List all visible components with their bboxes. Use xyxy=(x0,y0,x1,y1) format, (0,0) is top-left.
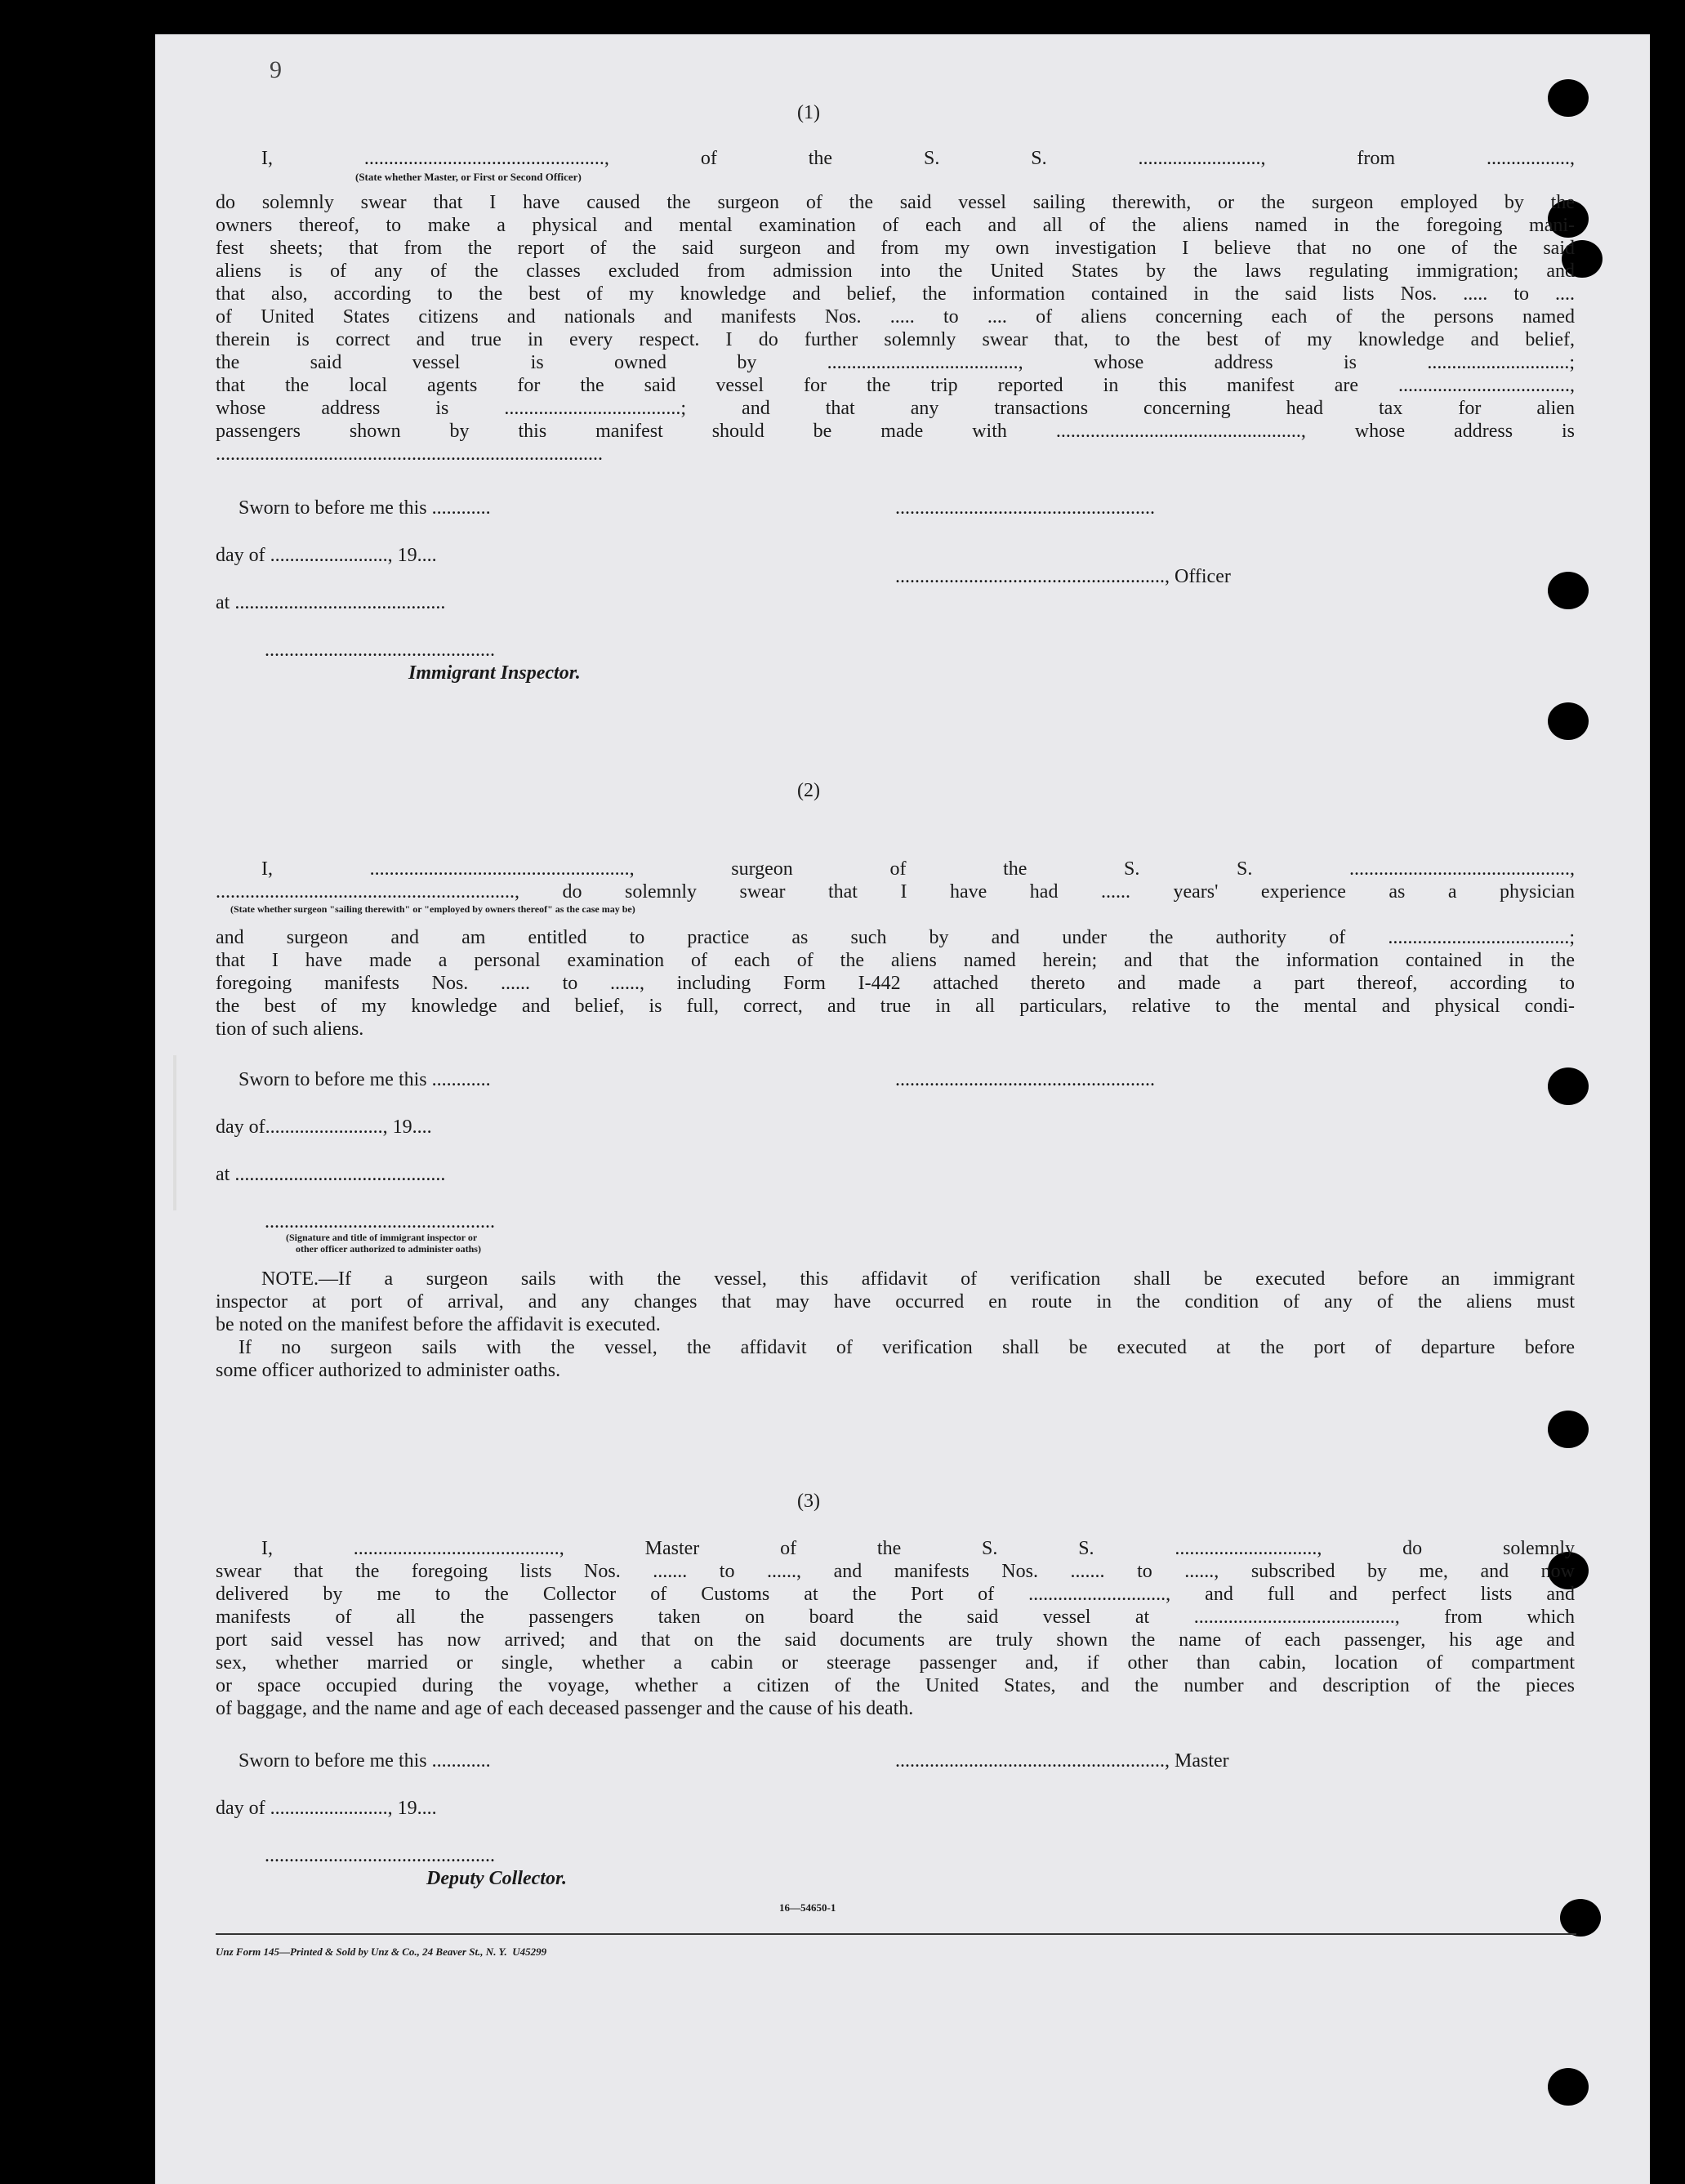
body-line: tion of such aliens. xyxy=(216,1018,364,1040)
body-line: whose address is ....................................; and that any transactions concerning head tax for alien xyxy=(216,398,1575,419)
section-1-inspector-line: ............................................... xyxy=(265,640,495,661)
punch-hole xyxy=(1548,572,1589,609)
body-line: sex, whether married or single, whether a cabin or steerage passenger and, if other than cabin, location of compartment xyxy=(216,1652,1575,1674)
body-line: do solemnly swear that I have caused the surgeon of the said vessel sailing therewith, or the surgeon employed by the xyxy=(216,192,1575,213)
section-3-body xyxy=(216,1537,1575,1720)
body-line: therein is correct and true in every respect. I do further solemnly swear that, to the best of my knowledge and belief, xyxy=(216,329,1575,350)
section-1-signature-line: ..................................................... xyxy=(895,497,1155,519)
body-line: owners thereof, to make a physical and mental examination of each and all of the aliens named in the foregoing mani- xyxy=(216,215,1575,236)
note-line: If no surgeon sails with the vessel, the affidavit of verification shall be executed at the port of departure before xyxy=(238,1337,1575,1358)
punch-hole xyxy=(1548,1411,1589,1448)
body-line: swear that the foregoing lists Nos. ....... to ......, and manifests Nos. ....... to ......, subscribed by me, and now xyxy=(216,1561,1575,1582)
section-3-day-of: day of ........................, 19.... xyxy=(216,1798,437,1819)
punch-hole xyxy=(1548,79,1589,117)
body-line: ............................................................................... xyxy=(216,443,603,465)
body-line: that I have made a personal examination of each of the aliens named herein; and that the information contained in the xyxy=(216,950,1575,971)
section-3-sworn: Sworn to before me this ............ xyxy=(238,1750,491,1772)
section-2-inspector-line: ............................................... xyxy=(265,1211,495,1232)
note-line: NOTE.—If a surgeon sails with the vessel, this affidavit of verification shall be executed before an immigrant xyxy=(261,1268,1575,1290)
body-line: the said vessel is owned by ......................................., whose address is .............................; xyxy=(216,352,1575,373)
section-2-note xyxy=(216,1268,1575,1382)
footer-rule xyxy=(216,1933,1576,1935)
section-1-day-of: day of ........................, 19.... xyxy=(216,545,437,566)
body-line: or space occupied during the voyage, whether a citizen of the United States, and the number and description of the pieces xyxy=(216,1675,1575,1696)
body-line: that the local agents for the said vessel for the trip reported in this manifest are ..................................., xyxy=(216,375,1575,396)
section-3-heading: (3) xyxy=(797,1491,820,1512)
section-2-day-of: day of........................, 19.... xyxy=(216,1117,432,1138)
body-line: delivered by me to the Collector of Customs at the Port of ............................, and full and perfect lists and xyxy=(216,1584,1575,1605)
body-line: port said vessel has now arrived; and that on the said documents are truly shown the name of each passenger, his age and xyxy=(216,1629,1575,1651)
document-page xyxy=(155,34,1650,2184)
punch-hole xyxy=(1548,702,1589,740)
section-3-deputy-collector: Deputy Collector. xyxy=(426,1868,567,1889)
body-line: passengers shown by this manifest should be made with .................................................., whose address is xyxy=(216,421,1575,442)
body-line: of United States citizens and nationals and manifests Nos. ..... to .... of aliens concerning each of the persons named xyxy=(216,306,1575,328)
body-line: aliens is of any of the classes excluded from admission into the United States by the laws regulating immigration; and xyxy=(216,261,1575,282)
printer-footer: Unz Form 145—Printed & Sold by Unz & Co., 24 Beaver St., N. Y. U45299 xyxy=(216,1946,547,1958)
section-1-officer-line: ......................................................., Officer xyxy=(895,566,1231,587)
section-1-opening-line: I, ................................................., of the S. S. ........................., from ................., xyxy=(261,148,1575,169)
section-1-opening-caption: (State whether Master, or First or Second Officer) xyxy=(355,171,582,183)
body-line: foregoing manifests Nos. ...... to ......, including Form I-442 attached thereto and made a part thereof, according to xyxy=(216,973,1575,994)
note-line: be noted on the manifest before the affidavit is executed. xyxy=(216,1314,661,1335)
section-1-sworn: Sworn to before me this ............ xyxy=(238,497,491,519)
section-2-at: at ........................................... xyxy=(216,1164,446,1185)
section-3-collector-line: ............................................... xyxy=(265,1845,495,1866)
section-2-sworn: Sworn to before me this ............ xyxy=(238,1069,491,1090)
section-2-second-line: ............................................................., do solemnly swear that I have had ...... years' experience as a physician xyxy=(216,881,1575,903)
section-1-body xyxy=(216,191,1575,466)
note-line: inspector at port of arrival, and any changes that may have occurred en route in the condition of any of the aliens must xyxy=(216,1291,1575,1313)
body-line: fest sheets; that from the report of the said surgeon and from my own investigation I believe that no one of the said xyxy=(216,238,1575,259)
section-1-heading: (1) xyxy=(797,102,820,123)
body-line: the best of my knowledge and belief, is full, correct, and true in all particulars, relative to the mental and physical condi- xyxy=(216,996,1575,1017)
body-line: manifests of all the passengers taken on board the said vessel at ........................................., from which xyxy=(216,1607,1575,1628)
corner-number: 9 xyxy=(270,56,282,83)
body-line: that also, according to the best of my knowledge and belief, the information contained in the said lists Nos. ..... to .... xyxy=(216,283,1575,305)
punch-hole xyxy=(1548,1067,1589,1105)
body-line: of baggage, and the name and age of each deceased passenger and the cause of his death. xyxy=(216,1698,914,1719)
punch-hole xyxy=(1560,1899,1601,1937)
section-1-immigrant-inspector: Immigrant Inspector. xyxy=(408,662,581,684)
section-2-inspector-caption: (Signature and title of immigrant inspector or xyxy=(286,1232,478,1243)
punch-hole xyxy=(1548,2068,1589,2106)
form-code: 16—54650-1 xyxy=(779,1901,836,1914)
note-line: some officer authorized to administer oaths. xyxy=(216,1360,561,1381)
section-2-heading: (2) xyxy=(797,780,820,801)
body-line: and surgeon and am entitled to practice as such by and under the authority of .....................................; xyxy=(216,927,1575,948)
binding-mark xyxy=(173,1055,176,1210)
section-3-master-line: ......................................................., Master xyxy=(895,1750,1229,1772)
section-1-at: at ........................................... xyxy=(216,592,446,613)
section-2-opening-line: I, ....................................................., surgeon of the S. S. ............................................., xyxy=(261,858,1575,880)
body-line: I, .........................................., Master of the S. S. ............................., do solemnly xyxy=(261,1538,1575,1559)
section-2-signature-line: ..................................................... xyxy=(895,1069,1155,1090)
section-2-body xyxy=(216,926,1575,1041)
section-2-caption: (State whether surgeon "sailing therewith" or "employed by owners thereof" as the case may be) xyxy=(230,903,635,915)
section-2-inspector-caption: other officer authorized to administer oaths) xyxy=(296,1243,481,1255)
